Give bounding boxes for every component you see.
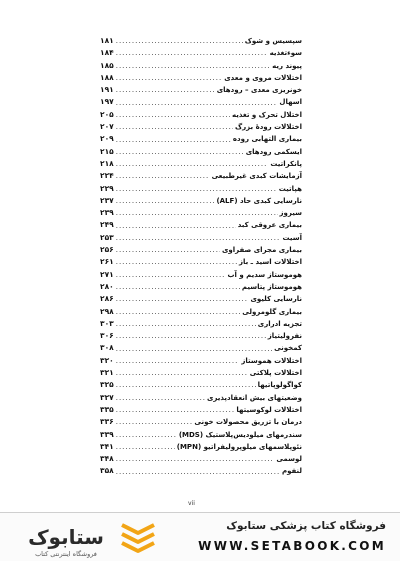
toc-entry-title: ایسکمی رودهای	[245, 147, 302, 156]
toc-leader-dots	[116, 318, 256, 330]
toc-entry-title: اختلالات پلاکتی	[249, 369, 302, 378]
toc-entry-page: ۲۲۴	[100, 171, 114, 181]
toc-entry	[100, 293, 302, 305]
toc-entry	[100, 219, 302, 231]
toc-entry	[100, 465, 302, 477]
toc-entry	[100, 60, 302, 72]
toc-entry-page: ۳۰۶	[100, 331, 114, 341]
footer-banner	[0, 512, 400, 561]
toc-entry	[100, 183, 302, 195]
toc-leader-dots	[116, 256, 237, 268]
toc-entry-page: ۳۳۵	[100, 404, 114, 414]
toc-entry-title: لوسمی	[276, 455, 302, 464]
toc-entry-page: ۲۱۸	[100, 158, 114, 168]
toc-entry-title: نارسایی کلیوی	[250, 295, 302, 304]
toc-entry-title: بیماری مجرای صفراوی	[222, 246, 302, 255]
toc-leader-dots	[116, 367, 248, 379]
toc-entry-page: ۳۰۳	[100, 318, 114, 328]
toc-entry-title: اختلالات اسید ـ باز	[238, 258, 302, 267]
toc-entry	[100, 441, 302, 453]
toc-entry	[100, 170, 302, 182]
toc-leader-dots	[116, 244, 220, 256]
toc-entry	[100, 47, 302, 59]
toc-entry-page: ۲۹۸	[100, 306, 114, 316]
toc-entry-title: سوءتغذیه	[269, 49, 302, 58]
toc-entry-title: هوموستاز سدیم و آب	[227, 270, 302, 279]
toc-entry-page: ۳۲۱	[100, 368, 114, 378]
toc-entry-title: تجزیه ادراری	[257, 319, 302, 328]
toc-leader-dots	[116, 429, 177, 441]
toc-leader-dots	[116, 232, 281, 244]
toc-entry-page: ۱۸۱	[100, 36, 114, 45]
toc-leader-dots	[116, 97, 278, 109]
toc-leader-dots	[116, 134, 231, 146]
toc-entry-title: اختلالات هموستاز	[241, 356, 302, 365]
toc-leader-dots	[116, 47, 268, 59]
toc-leader-dots	[116, 84, 215, 96]
toc-entry-page: ۲۸۰	[100, 281, 114, 291]
toc-entry	[100, 306, 302, 318]
toc-entry-page: ۲۶۱	[100, 257, 114, 267]
logo-tagline: فروشگاه اینترنتی کتاب	[35, 550, 97, 558]
toc-entry	[100, 342, 302, 354]
toc-entry-page: ۳۲۰	[100, 355, 114, 365]
toc-entry-page: ۲۴۹	[100, 220, 114, 230]
toc-leader-dots	[116, 183, 277, 195]
toc-leader-dots	[116, 72, 223, 84]
toc-entry-title: اختلال تحرک و تغذیه	[231, 110, 302, 119]
toc-entry-page: ۲۰۷	[100, 122, 114, 132]
toc-entry-title: آسیت	[282, 233, 302, 242]
toc-entry-title: بیماری عروقی کبد	[237, 221, 302, 230]
toc-entry	[100, 355, 302, 367]
toc-leader-dots	[116, 170, 210, 182]
toc-entry-title: هپاتیت	[278, 184, 302, 193]
toc-entry-page: ۲۰۵	[100, 109, 114, 119]
store-name: فروشگاه کتاب پزشکی ستابوک	[226, 520, 386, 532]
toc-leader-dots	[116, 453, 275, 465]
toc-entry-page: ۱۹۱	[100, 85, 114, 95]
toc-entry	[100, 133, 302, 145]
toc-entry	[100, 35, 302, 47]
toc-entry	[100, 232, 302, 244]
toc-entry	[100, 158, 302, 170]
toc-entry-page: ۳۳۹	[100, 429, 114, 439]
toc-entry	[100, 429, 302, 441]
toc-entry	[100, 146, 302, 158]
toc-entry	[100, 109, 302, 121]
toc-entry-title: سپسیس و شوک	[244, 37, 302, 45]
toc-entry-page: ۳۲۷	[100, 392, 114, 402]
toc-leader-dots	[116, 392, 205, 404]
toc-entry-title: خونریزی معدی – رودهای	[216, 86, 302, 95]
toc-entry-page: ۲۱۵	[100, 146, 114, 156]
toc-entry	[100, 121, 302, 133]
toc-entry-page: ۳۴۱	[100, 441, 114, 451]
toc-entry-page: ۲۳۷	[100, 195, 114, 205]
toc-entry	[100, 207, 302, 219]
table-of-contents	[100, 35, 302, 478]
store-url[interactable]: WWW.SETABOOK.COM	[198, 539, 386, 553]
toc-entry-title: بیماری التهابی روده	[232, 135, 302, 144]
toc-entry	[100, 453, 302, 465]
toc-entry-page: ۳۳۶	[100, 417, 114, 427]
toc-entry	[100, 244, 302, 256]
toc-leader-dots	[116, 121, 233, 133]
book-stack-icon	[122, 525, 154, 551]
toc-entry	[100, 269, 302, 281]
toc-entry-page: ۳۲۵	[100, 380, 114, 390]
toc-entry	[100, 281, 302, 293]
toc-entry-page: ۳۴۸	[100, 454, 114, 464]
toc-leader-dots	[116, 404, 235, 416]
toc-entry-title: پانکراتیت	[270, 159, 302, 168]
toc-entry-title: نفرولیتیاز	[267, 332, 302, 341]
toc-entry-title: پیوند ریه	[272, 61, 302, 70]
toc-entry-page: ۱۹۷	[100, 97, 114, 107]
toc-leader-dots	[116, 158, 269, 170]
toc-entry-title: لنفوم	[281, 467, 302, 476]
page-number: vii	[188, 500, 195, 507]
toc-leader-dots	[116, 146, 244, 158]
toc-entry-page: ۲۸۶	[100, 294, 114, 304]
toc-leader-dots	[116, 35, 243, 47]
toc-entry-page: ۲۷۱	[100, 269, 114, 279]
toc-entry	[100, 416, 302, 428]
toc-entry	[100, 318, 302, 330]
toc-entry	[100, 379, 302, 391]
toc-leader-dots	[116, 109, 230, 121]
toc-entry-page: ۱۸۴	[100, 48, 114, 58]
toc-leader-dots	[116, 379, 256, 391]
toc-entry-page: ۲۳۹	[100, 208, 114, 218]
toc-leader-dots	[116, 343, 272, 355]
toc-leader-dots	[116, 195, 215, 207]
toc-entry-title: اختلالات لوکوسیتها	[236, 405, 302, 414]
toc-leader-dots	[116, 306, 241, 318]
toc-entry	[100, 195, 302, 207]
toc-entry-page: ۱۸۸	[100, 72, 114, 82]
toc-leader-dots	[116, 269, 226, 281]
toc-entry	[100, 96, 302, 108]
toc-entry-page: ۲۰۹	[100, 134, 114, 144]
toc-entry	[100, 84, 302, 96]
toc-entry-title: کمخونی	[274, 344, 302, 353]
toc-entry-title: نئوپلاسمهای میلوپرولیفراتیو (MPN)	[176, 442, 302, 451]
toc-entry-title: کواگولوپاتیها	[257, 381, 302, 390]
toc-leader-dots	[116, 281, 240, 293]
toc-leader-dots	[116, 441, 175, 453]
toc-leader-dots	[116, 60, 270, 72]
toc-entry-page: ۳۰۸	[100, 343, 114, 353]
toc-leader-dots	[116, 416, 193, 428]
toc-leader-dots	[116, 330, 266, 342]
toc-entry-title: سیروز	[279, 209, 302, 218]
toc-leader-dots	[116, 207, 278, 219]
toc-leader-dots	[116, 466, 280, 478]
toc-entry	[100, 256, 302, 268]
toc-entry-title: اختلالات مروی و معدی	[224, 73, 302, 82]
toc-entry	[100, 392, 302, 404]
toc-entry-title: اسهال	[279, 98, 302, 107]
toc-entry-title: سندرمهای میلودیس‌پلاستیک (MDS)	[178, 430, 302, 439]
toc-entry-title: آزمایشات کبدی غیرطبیعی	[211, 172, 302, 181]
toc-leader-dots	[116, 293, 249, 305]
setabook-logo	[10, 519, 160, 559]
toc-entry-title: نارسایی کبدی حاد (ALF)	[216, 196, 302, 205]
toc-entry-title: وضعیتهای بیش انعقادپذیری	[206, 393, 302, 402]
toc-entry-page: ۲۲۹	[100, 183, 114, 193]
toc-entry-title: درمان با تزریق محصولات خونی	[194, 418, 302, 427]
logo-wordmark: ستابوک	[28, 525, 104, 549]
toc-entry	[100, 330, 302, 342]
toc-entry-page: ۳۵۸	[100, 466, 114, 476]
toc-entry-title: اختلالات رودهٔ بزرگ	[234, 123, 302, 132]
toc-entry-page: ۱۸۵	[100, 60, 114, 70]
toc-entry-title: هوموستاز پتاسیم	[241, 282, 302, 291]
toc-entry	[100, 404, 302, 416]
toc-entry-page: ۲۵۳	[100, 232, 114, 242]
toc-entry	[100, 367, 302, 379]
toc-entry-page: ۲۵۶	[100, 245, 114, 255]
toc-entry-title: بیماری گلومرولی	[242, 307, 302, 316]
toc-leader-dots	[116, 220, 236, 232]
toc-leader-dots	[116, 355, 240, 367]
toc-entry	[100, 72, 302, 84]
